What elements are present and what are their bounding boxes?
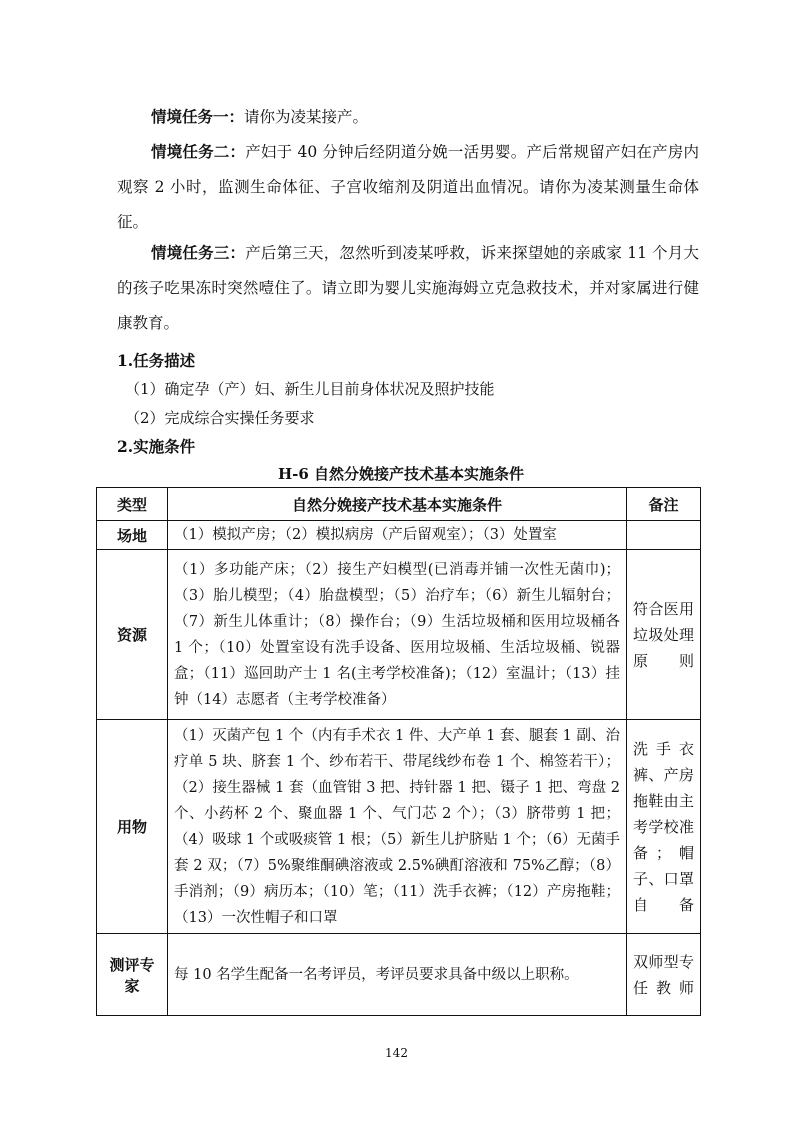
scenario-2-text: 产妇于 40 分钟后经阴道分娩一活男婴。产后常规留产妇在产房内观察 2 小时，监测生命体征、子宫收缩剂及阴道出血情况。请你为凌某测量生命体征。: [117, 143, 699, 231]
table-row: [97, 934, 701, 1016]
header-conditions: 自然分娩接产技术基本实施条件: [168, 488, 627, 521]
row-type: 用物: [97, 720, 168, 934]
row-content: （1）模拟产房；（2）模拟病房（产后留观室）；（3）处置室: [168, 521, 627, 550]
row-note: 双师型专任教师: [627, 934, 701, 1016]
section-1-item-2: （2）完成综合实操任务要求: [125, 409, 315, 427]
table-caption: H-6 自然分娩接产技术基本实施条件: [277, 465, 525, 483]
row-type: 资源: [97, 550, 168, 720]
scenario-1-text: 请你为凌某接产。: [244, 108, 369, 126]
header-note: 备注: [627, 488, 701, 521]
scenario-3-label: 情境任务三：: [151, 243, 246, 262]
conditions-table: [96, 487, 701, 1016]
table-row: [97, 550, 701, 720]
scenario-3: [117, 235, 699, 341]
page-number: 142: [385, 1046, 408, 1060]
row-note: 符合医用垃圾处理原则: [627, 550, 701, 720]
row-content: 每 10 名学生配备一名考评员，考评员要求具备中级以上职称。: [168, 934, 627, 1016]
header-type: 类型: [97, 488, 168, 521]
scenario-1-label: 情境任务一：: [151, 107, 245, 126]
scenario-1: [117, 99, 699, 135]
row-content: （1）多功能产床；（2）接生产妇模型(已消毒并铺一次性无菌巾)；（3）胎儿模型；（4）胎盘模型；（5）治疗车；（6）新生儿辐射台；（7）新生儿体重计；（8）操作台；（9）生活垃圾桶和医用垃圾桶各 1 个；（10）处置室设有洗手设备、医用垃圾桶、生活垃圾桶、锐器盒；（11）巡回助产士 1 名(主考学校准备)；（12）室温计；（13）挂钟（14）志愿者（主考学校准备）: [168, 550, 627, 720]
scenario-2: [117, 134, 699, 240]
row-type: 测评专家: [97, 934, 168, 1016]
row-content: （1）灭菌产包 1 个（内有手术衣 1 件、大产单 1 套、腿套 1 副、治疗单 5 块、脐套 1 个、纱布若干、带尾线纱布卷 1 个、棉签若干）；（2）接生器械 1 套（血管钳 3 把、持针器 1 把、镊子 1 把、弯盘 2 个、小药杯 2 个、聚血器 1 个、气门芯 2 个）；（3）脐带剪 1 把；（4）吸球 1 个或吸痰管 1 根；（5）新生儿护脐贴 1 个；（6）无菌手套 2 双；（7）5%聚维酮碘溶液或 2.5%碘酊溶液和 75%乙醇；（8）手消剂；（9）病历本；（10）笔；（11）洗手衣裤；（12）产房拖鞋；（13）一次性帽子和口罩: [168, 720, 627, 934]
section-2-title: 2.实施条件: [117, 437, 196, 456]
table-row: [97, 521, 701, 550]
table-header-row: [97, 488, 701, 521]
row-type: 场地: [97, 521, 168, 550]
section-1-title: 1.任务描述: [117, 351, 196, 370]
scenario-2-label: 情境任务二：: [151, 142, 246, 161]
table-row: [97, 720, 701, 934]
scenario-3-text: 产后第三天，忽然听到凌某呼救，诉来探望她的亲戚家 11 个月大的孩子吃果冻时突然噎住了。请立即为婴儿实施海姆立克急救技术，并对家属进行健康教育。: [117, 244, 699, 332]
section-1-item-1: （1）确定孕（产）妇、新生儿目前身体状况及照护技能: [125, 380, 495, 398]
row-note: [627, 521, 701, 550]
row-note: 洗手衣裤、产房拖鞋由主考学校准备；帽子、口罩自备: [627, 720, 701, 934]
